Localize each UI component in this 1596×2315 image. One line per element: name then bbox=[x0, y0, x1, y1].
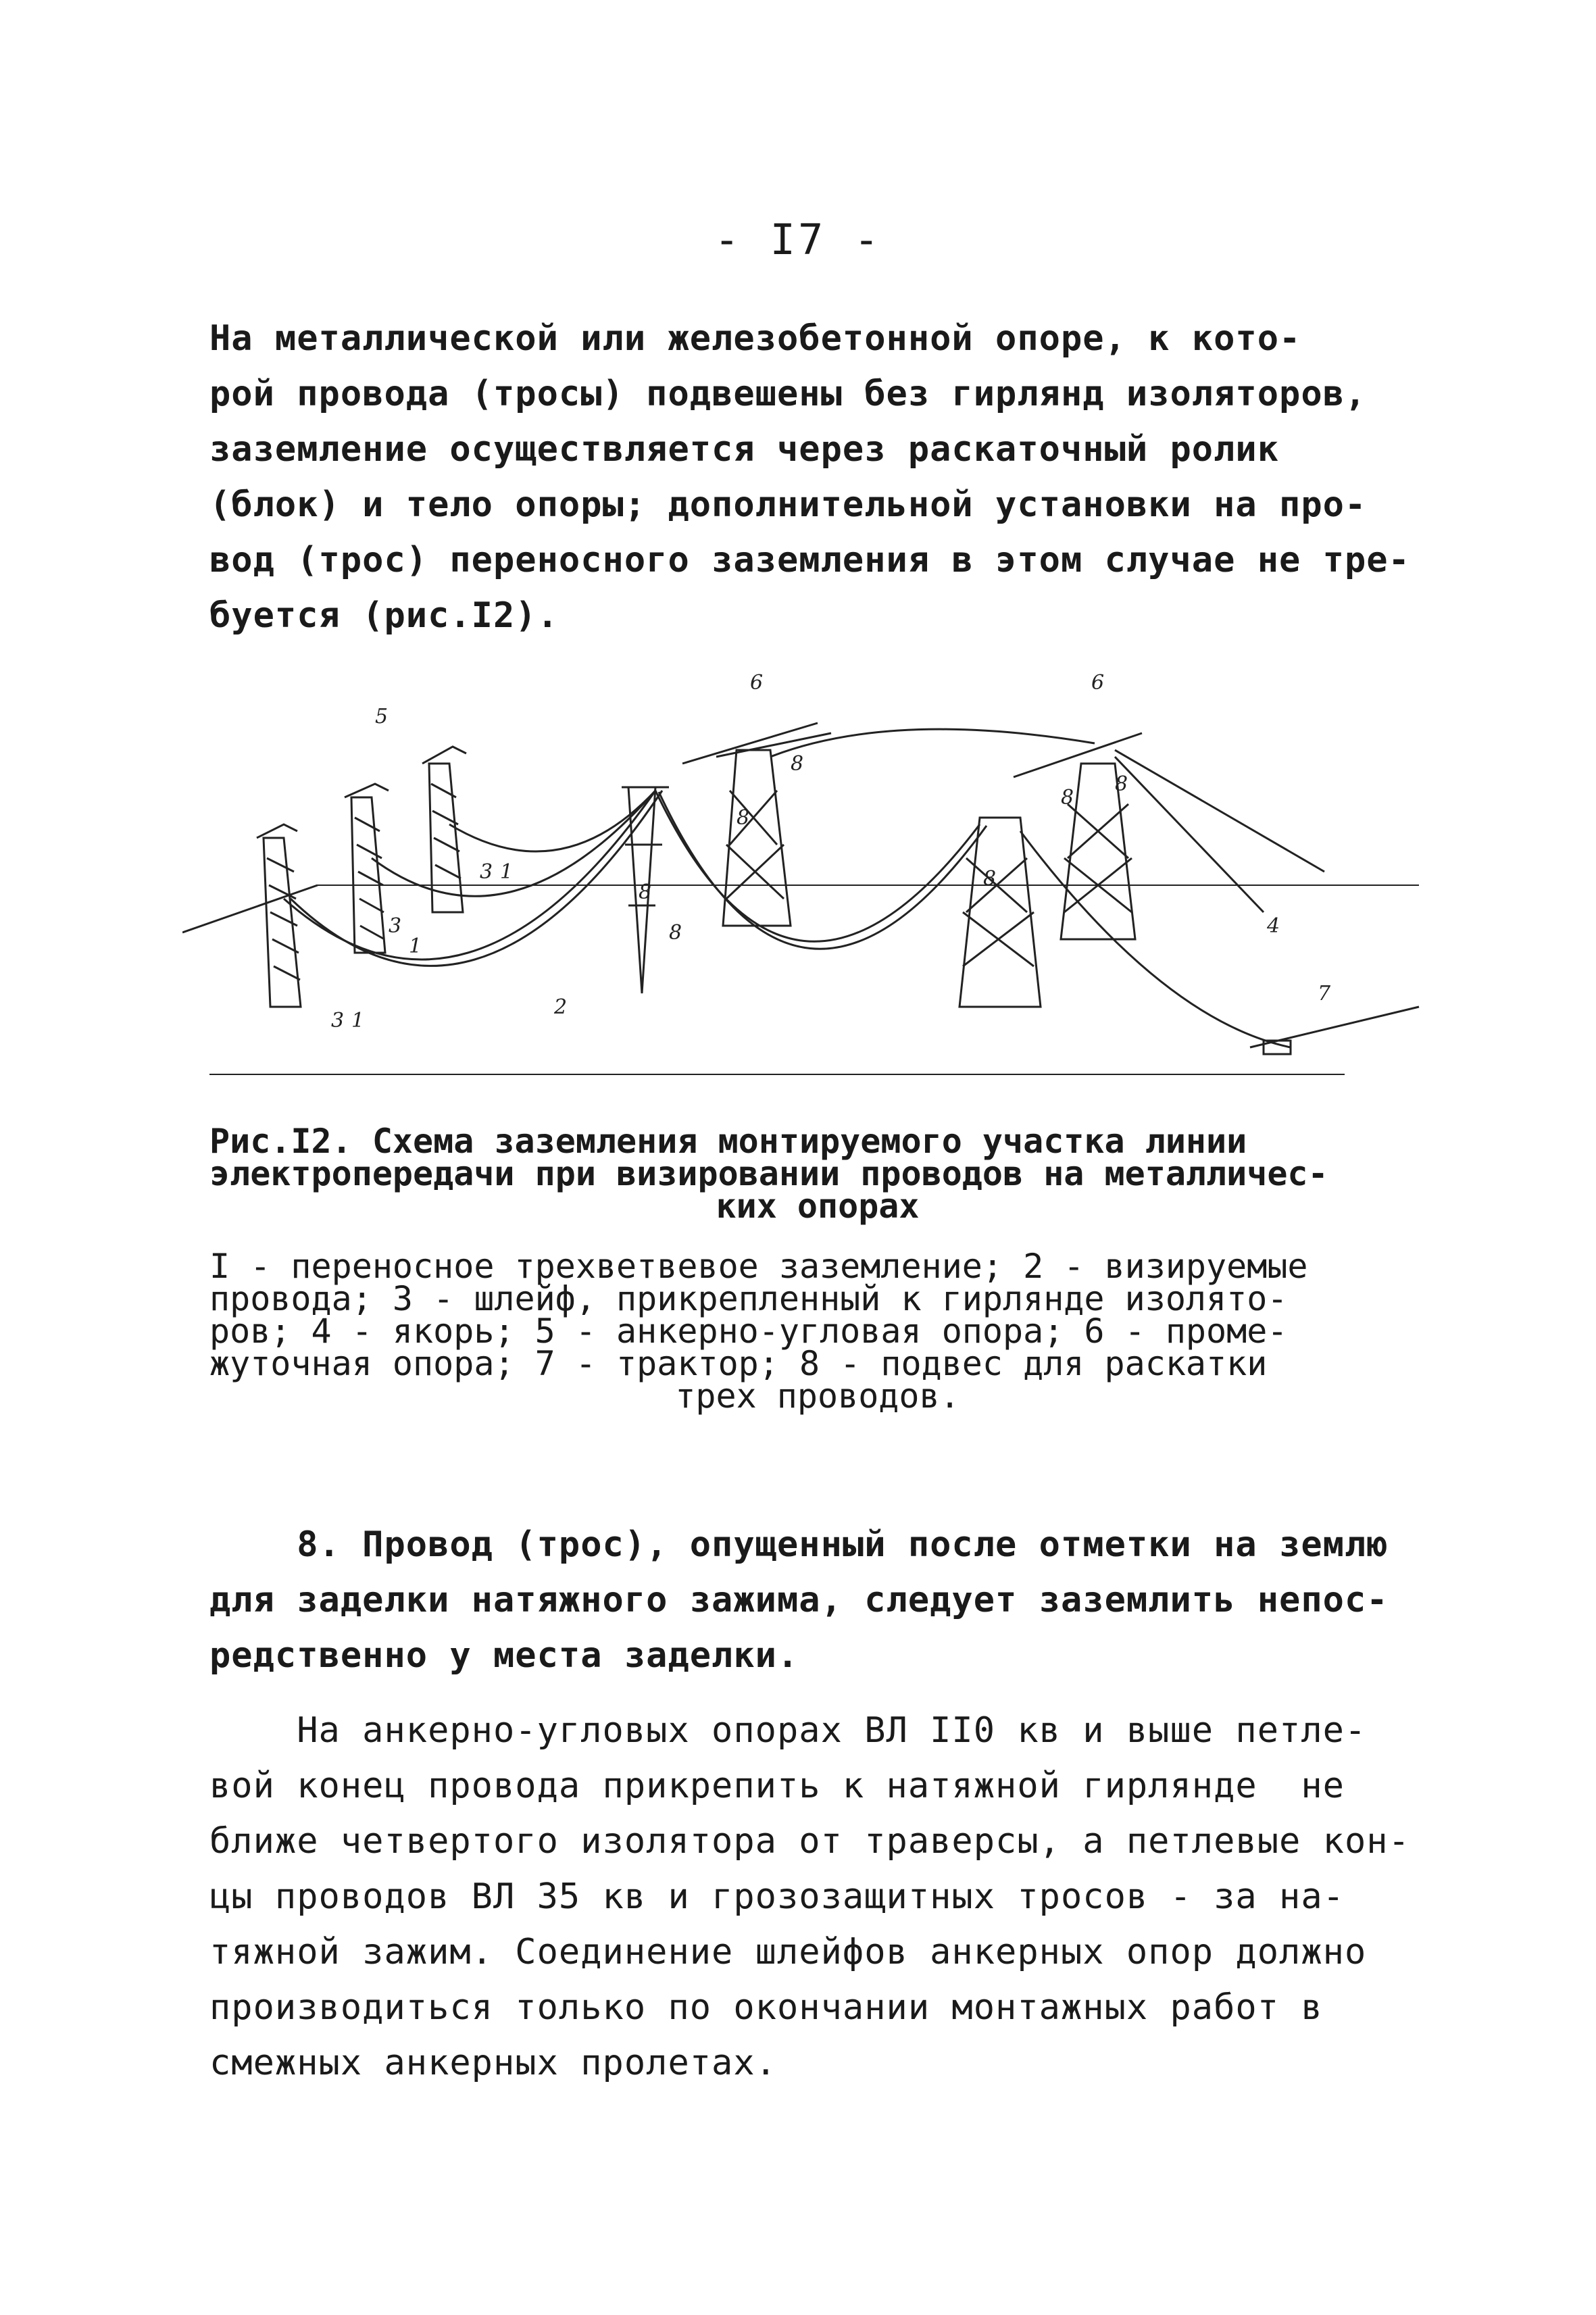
paragraph-8-wire-grounding bbox=[209, 1517, 1412, 1683]
label-intermediate-support: 6 bbox=[750, 671, 764, 695]
paragraph-grounding-metal-support bbox=[209, 311, 1412, 643]
label-roller-suspension: 8 bbox=[669, 921, 682, 945]
text-line: ближе четвертого изолятора от траверсы, а петлевые кон- bbox=[209, 1821, 1410, 1862]
anchor-tower-icon bbox=[257, 824, 301, 1007]
conductor-line bbox=[1115, 750, 1324, 872]
label-portable-grounding: 1 bbox=[409, 935, 422, 958]
label-roller-suspension: 8 bbox=[639, 880, 652, 904]
label-roller-suspension: 8 bbox=[791, 752, 804, 776]
text-line: На анкерно-угловых опорах ВЛ II0 кв и выше петле- bbox=[209, 1710, 1367, 1751]
text-line: для заделки натяжного зажима, следует заземлить непос- bbox=[209, 1580, 1389, 1620]
label-jumper: 3 bbox=[389, 914, 402, 938]
caption-line: Рис.I2. Схема заземления монтируемого участка линии bbox=[209, 1122, 1247, 1161]
label-jumper: 3 bbox=[480, 860, 493, 884]
label-sighted-wires: 2 bbox=[554, 995, 568, 1019]
text-line: цы проводов ВЛ 35 кв и грозозащитных тросов - за на- bbox=[209, 1876, 1345, 1917]
text-line: буется (рис.I2). bbox=[209, 595, 559, 636]
conductor-line bbox=[1115, 757, 1264, 912]
text-line: смежных анкерных пролетах. bbox=[209, 2043, 777, 2083]
legend-line: жуточная опора; 7 - трактор; 8 - подвес для раскатки bbox=[209, 1344, 1268, 1383]
text-line: рой провода (тросы) подвешены без гирлянд изоляторов, bbox=[209, 374, 1367, 414]
label-tractor: 7 bbox=[1318, 982, 1331, 1005]
text-line: 8. Провод (трос), опущенный после отметки на землю bbox=[209, 1524, 1389, 1565]
text-line: На металлической или железобетонной опоре, к кото- bbox=[209, 318, 1301, 359]
label-roller-suspension: 8 bbox=[983, 867, 997, 891]
label-portable-grounding: 1 bbox=[500, 860, 514, 884]
label-anchor: 4 bbox=[1267, 914, 1280, 938]
caption-line: ких опорах bbox=[716, 1187, 920, 1226]
conductor-line bbox=[770, 729, 1095, 757]
figure-caption bbox=[209, 1122, 1426, 1226]
conductor-line bbox=[291, 791, 662, 966]
figure-grounding-scheme bbox=[182, 669, 1432, 1101]
text-line: вод (трос) переносного заземления в этом случае не тре- bbox=[209, 540, 1410, 580]
text-line: заземление осуществляется через раскаточный ролик bbox=[209, 429, 1280, 470]
conductor-line bbox=[659, 792, 987, 949]
conductor-line bbox=[284, 791, 655, 960]
page-number: - I7 - bbox=[714, 215, 882, 264]
legend-line: провода; 3 - шлейф, прикрепленный к гирлянде изолято- bbox=[209, 1279, 1288, 1318]
label-portable-grounding: 1 bbox=[351, 1009, 365, 1032]
text-line: редственно у места заделки. bbox=[209, 1635, 799, 1676]
conductor-line bbox=[655, 791, 980, 941]
conductor-line bbox=[372, 791, 655, 896]
caption-line: электропередачи при визировании проводов на металличес- bbox=[209, 1154, 1328, 1193]
text-line: производиться только по окончании монтажных работ в bbox=[209, 1987, 1323, 2028]
label-roller-suspension: 8 bbox=[1115, 772, 1128, 796]
label-anchor-support: 5 bbox=[375, 705, 389, 728]
legend-line: трех проводов. bbox=[675, 1376, 960, 1416]
label-intermediate-support: 6 bbox=[1091, 671, 1105, 695]
legend-line: ров; 4 - якорь; 5 - анкерно-угловая опора; 6 - проме- bbox=[209, 1312, 1288, 1351]
legend-line: I - переносное трехветвевое заземление; 2 - визируемые bbox=[209, 1247, 1308, 1286]
text-line: тяжной зажим. Соединение шлейфов анкерных опор должно bbox=[209, 1932, 1367, 1972]
anchor-tower-icon bbox=[345, 784, 389, 953]
text-line: (блок) и тело опоры; дополнительной установки на про- bbox=[209, 484, 1367, 525]
label-jumper: 3 bbox=[331, 1009, 345, 1032]
paragraph-anchor-angle-supports bbox=[209, 1703, 1412, 2091]
figure-legend bbox=[209, 1247, 1426, 1416]
label-roller-suspension: 8 bbox=[1061, 786, 1074, 810]
label-roller-suspension: 8 bbox=[737, 806, 750, 830]
grounding-scheme-drawing bbox=[182, 669, 1432, 1101]
text-line: вой конец провода прикрепить к натяжной гирлянде не bbox=[209, 1766, 1345, 1806]
